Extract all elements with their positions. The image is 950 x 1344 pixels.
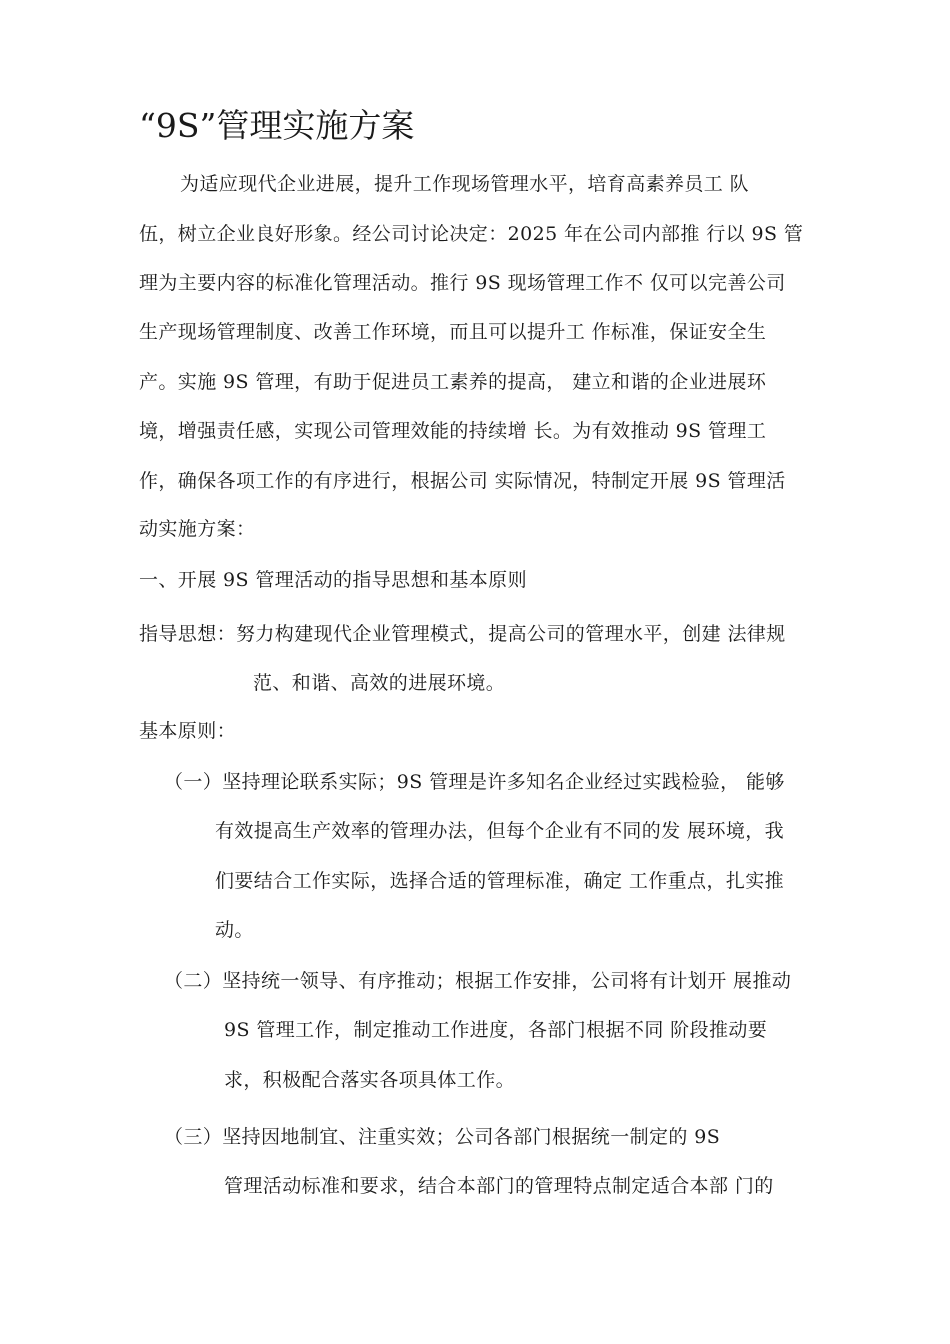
intro-line-8: 动实施方案： xyxy=(139,518,256,540)
principle2-line-2: 9S 管理工作，制定推动工作进度，各部门根据不同 阶段推动要 xyxy=(224,1019,768,1041)
guiding-thought-line-2: 范、和谐、高效的进展环境。 xyxy=(253,672,506,694)
principle3-line-2: 管理活动标准和要求，结合本部门的管理特点制定适合本部 门的 xyxy=(224,1175,774,1197)
intro-line-2: 伍，树立企业良好形象。经公司讨论决定：2025 年在公司内部推 行以 9S 管 xyxy=(139,223,804,245)
section1-heading: 一、开展 9S 管理活动的指导思想和基本原则 xyxy=(139,569,527,591)
principle1-line-1: （一）坚持理论联系实际；9S 管理是许多知名企业经过实践检验， 能够 xyxy=(164,771,785,793)
intro-line-4: 生产现场管理制度、改善工作环境，而且可以提升工 作标准，保证安全生 xyxy=(139,321,767,343)
basic-principle-label: 基本原则： xyxy=(139,720,237,742)
intro-line-3: 理为主要内容的标准化管理活动。推行 9S 现场管理工作不 仅可以完善公司 xyxy=(139,272,786,294)
intro-line-5: 产。实施 9S 管理，有助于促进员工素养的提高， 建立和谐的企业进展环 xyxy=(139,371,767,393)
intro-line-7: 作，确保各项工作的有序进行，根据公司 实际情况，特制定开展 9S 管理活 xyxy=(139,470,786,492)
principle2-line-3: 求，积极配合落实各项具体工作。 xyxy=(224,1069,516,1091)
intro-line-6: 境，增强责任感，实现公司管理效能的持续增 长。为有效推动 9S 管理工 xyxy=(139,420,767,442)
principle2-line-1: （二）坚持统一领导、有序推动；根据工作安排，公司将有计划开 展推动 xyxy=(164,970,792,992)
principle1-line-3: 们要结合工作实际，选择合适的管理标准，确定 工作重点，扎实推 xyxy=(215,870,785,892)
principle3-line-1: （三）坚持因地制宜、注重实效；公司各部门根据统一制定的 9S xyxy=(164,1126,721,1148)
intro-line-1: 为适应现代企业进展，提升工作现场管理水平，培育高素养员工 队 xyxy=(180,173,750,195)
guiding-thought-line-1: 指导思想：努力构建现代企业管理模式，提高公司的管理水平，创建 法律规 xyxy=(139,623,786,645)
principle1-line-2: 有效提高生产效率的管理办法，但每个企业有不同的发 展环境，我 xyxy=(215,820,785,842)
principle1-line-4: 动。 xyxy=(215,919,254,941)
document-title: “9S”管理实施方案 xyxy=(139,106,415,145)
